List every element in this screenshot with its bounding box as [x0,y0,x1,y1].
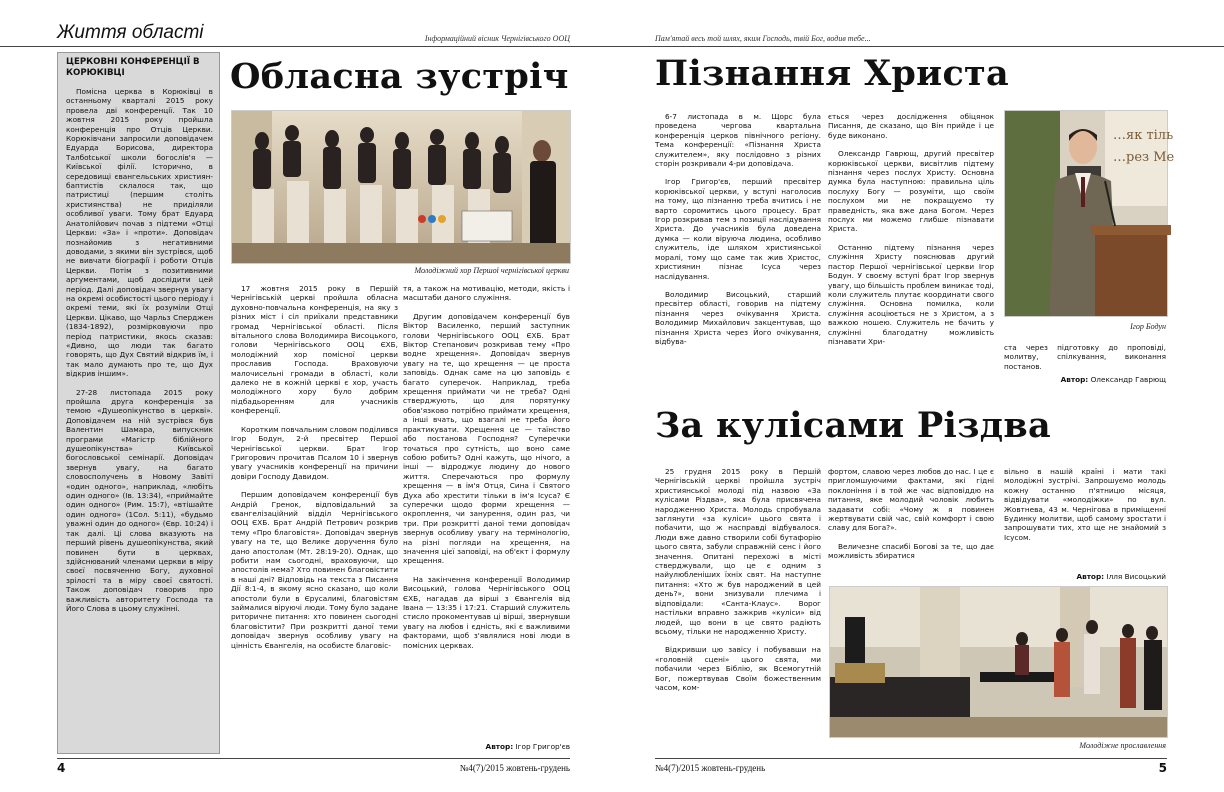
article-paragraph: тя, а також на мотивацію, методи, якість і масштаби даного служіння. [403,284,570,303]
right-page [612,0,1224,792]
photo-caption: Молодіжний хор Першої чернігівської церкви [414,266,569,275]
article-author [403,742,570,751]
page-footer [0,758,612,780]
page-number: 4 [57,761,66,775]
article-author [1004,375,1166,384]
issue-info: №4(7)/2015 жовтень-грудень [459,763,570,773]
banner-text: …рез Ме [1113,150,1175,165]
author-name: Ігор Григор'єв [515,742,570,751]
article-paragraph: Другим доповідачем конференції був Віктор Василенко, перший заступник голови Чернігівського ООЦ ЄХБ. Брат Віктор Степанович розкривав тему «Про водне хрещення». Доповідач звернув увагу на те, що хрещення — це проста заповідь. Однак саме на цю заповідь є багато суперечок. Наприклад, треба хрещення приймати чи не треба? Одні стверджують, що для порятунку обов'язково потрібно приймати хрещення, а інші вчать, що взагалі не треба його практикувати. Хрещення це — таїнство або постанова Господня? Суперечки точаться про сутність, що воно саме собою робить? Одні кажуть, що нічого, а інші — відроджує людину до нового життя. Сперечаються про формулу хрещення — в ім'я Отця, Сина і Святого Духа або хрестити тільки в ім'я Ісуса? Є суперечки щодо форми хрещення — окроплення, чи занурення, один раз, чи три. При розкритті даної теми доповідач звернув особливу увагу на термінологію, на різні погляди на хрещення, на значення цієї заповіді, на об'єкт і формулу хрещення. [403,311,570,566]
article-column-2 [403,284,570,650]
article-column-1 [231,284,398,650]
sidebar-title: ЦЕРКОВНІ КОНФЕРЕНЦІЇ В КОРЮКІВЦІ [66,57,200,78]
sidebar-paragraph: Помісна церква в Корюківці в останньому кварталі 2015 року провела дві конференції. Так 10 жовтня 2015 року пройшла конференція про Отців Церкви. Корюківчани запросили доповідачем Едуарда Борисова, директора Талбоtської школи богослів'я — Київської філії. Історично, в середовищі євангельських християн-баптистів склалося так, що патристиці (першим століть християнства) не приділяли особливої уваги. Тому брат Едуард Анатолійович почав з підтеми «Отці Церкви: «За» і «проти». Доповідач познайомив з негативними доводами, з якими він зустрівся, щоб не вивчати біографії і роботи Отців Церкви. Потім з позитивними аргументами, щоб дослідити цей період. Далі доповідач звернув увагу на окремі особистості цього періоду і окремі теми, які їх розуміли Отці Церкви. Цікаво, що Чарльз Сперджен (1834-1892), розмірковуючи про період патристики, якось сказав: «Дивно, що люди так багато говорять, що Дух Святий відкрив їм, і так мало думають про те, що Дух відкрив іншим». [66,87,213,379]
page-footer [612,758,1224,780]
article-author [1004,572,1166,581]
speaker-image [1005,111,1175,316]
section-title: Життя області [57,22,204,43]
article-column-2 [828,467,994,561]
article-paragraph: ється через дослідження обіцянок Писання, де сказано, що Він прийде і це буде виконано. [828,112,994,140]
article-paragraph: Першим доповідачем конференції був Андрій Гренок, відповідальний за євангелізаційний відділ Чернігівського ООЦ ЄХБ. Брат Андрій Петрович розкрив тему «Про благовістя». Доповідач звернув увагу на те, що Велике доручення було дано апостолам (Мт. 28:19-20). Однак, що робити нам сьогодні, враховуючи, що апостолів нема? Хто повинен благовістити в наші дні? Відповідь на текста з Писання Дії 8:1-4, в якому ясно сказано, що коли апостоли були в Єрусалимі, благовістям займалися віруючі люди. Тому було задане риторичне питання: хто повинен сьогодні благовістити? При розкритті даної теми доповідач звернув особливу увагу на цінність Євангелія, на особисте благовіс- [231,490,398,650]
header-tagline: Пам'ятай весь той шлях, яким Господь, твій Бог, водив тебе... [655,34,871,43]
sidebar-body [66,87,213,613]
choir-photo [231,110,571,264]
article-paragraph: 6-7 листопада в м. Щорс була проведена чергова квартальна конференція церков північного регіону. Тема конференції: «Пізнання Христа служителем», яку послідовно з різних сторін розкривали 4-ри доповідача. [655,112,821,169]
footer-rule [57,758,570,759]
article-column-3 [1004,343,1166,371]
author-label: Автор: [485,742,514,751]
photo-caption: Ігор Бодун [1130,322,1166,331]
article-paragraph: фортом, славою через любов до нас. І це є пригломшуючими фактами, які гідні поклоніння і в той же час відповіддю на питання, яке молодий чоловік любить задавати собі: «Чому ж я повинен жертвувати свій час, свій комфорт і свою славу для Бога?». [828,467,994,533]
speaker-photo [1004,110,1175,317]
author-name: Олександр Гаврющ [1090,375,1166,384]
worship-image [830,587,1167,737]
banner-text: …як тіль [1113,128,1174,143]
article-paragraph: Величезне спасибі Богові за те, що дає можливість збиратися [828,541,994,561]
article-paragraph: 17 жовтня 2015 року в Першій Чернігівській церкві пройшла обласна духовно-повчальна конференція, на яку з різних міст і сіл приїхали представники громад Чернігівської області. Після вітального слова Володимира Висоцького, голови Чернігівського ООЦ ЄХБ, молодіжний хор помісної церкви прославив Господа. Враховуючи малочисельні громади в області, коли далеко не в кожній церкві є хор, участь молодіжного хору було добрим підбадьоренням для учасників конференції. [231,284,398,416]
article-column-1 [655,112,821,346]
article-paragraph: Відкривши цю завісу і побувавши на «головній сцені» цього свята, ми побачили через Біблію, як Всемогутній Бог, пожертвував Своїм божественним часом, ком- [655,645,821,692]
header-tagline: Інформаційний вісник Чернігівського ООЦ [424,34,570,43]
author-label: Автор: [1060,375,1089,384]
article-column-1 [655,467,821,692]
author-name: Ілля Висоцький [1106,572,1166,581]
article-title: Пізнання Христа [655,53,1010,94]
article-title: Обласна зустріч [230,56,569,97]
article-paragraph: вільно в нашій країні і мати такі молодіжні зустрічі. Запрошуємо молодь кожну останню п'ятницю місяця, відвідувати «молодіжки» по вул. Жовтнева, 43 м. Чернігова в приміщенні Будинку молитви, щоб самому зростати і запрошувати тих, хто ще не знайомий з Ісусом. [1004,467,1166,542]
article-paragraph: Володимир Висоцький, старший пресвітер області, говорив на підтему пізнання через очікування Христа. Володимир Михайлович закцентував, що пізнання Христа через Його очікування, відбува- [655,289,821,346]
footer-rule [655,758,1167,759]
article-paragraph: Останню підтему пізнання через служіння Христу пояснював другий пастор Першої чернігівської церкви Ігор Бодун. У своєму вступі брат Ігор звернув увагу, що більшість проблем виникає тоді, коли служитель плутає координати свого служіння. Основна помилка, коли служіння асоціюється не з Христом, а з важкою ношею. Служитель не бачить у служінні благодатну можливість пізнавати Хри- [828,242,994,346]
article-paragraph: Олександр Гаврющ, другий пресвітер корюківської церкви, висвітлив підтему пізнання через послух Христу. Основна думка була наступною: правильна ціль послуху Богу — розуміти, що своїм послухом ми не покращуємо ту праведність, яка вже дана Богом. Через послух ми можемо глибше пізнавати Христа. [828,149,994,234]
choir-image [232,111,570,263]
photo-caption: Молодіжне прославлення [1079,741,1166,750]
article-column-3 [1004,467,1166,542]
worship-photo [829,586,1168,738]
article-paragraph: Ігор Григор'єв, перший пресвітер корюківської церкви, у вступі наголосив на тому, що пізнанню треба вчитись і не варто соромитись цього процесу. Брат Ігор розкривав тем з позиції наслідування Христа. До учасників була доведена думка — коли віруюча людина, особливо служитель, іде шляхом християнської моралі, тому що саме так жив Христос, християнин пізнає Ісуса через наслідування. [655,177,821,281]
article-column-2 [828,112,994,346]
article-paragraph: Коротким повчальним словом поділився Ігор Бодун, 2-й пресвітер Першої Чернігівської церкви. Брат Ігор Григорович прочитав Псалом 10 і звернув увагу учасників конференції на причини довіри Господу Давидом. [231,424,398,481]
page-number: 5 [1158,761,1167,775]
article-paragraph: ста через підготовку до проповіді, молитву, спілкування, виконання постанов. [1004,343,1166,371]
article-title: За кулісами Різдва [655,405,1051,446]
author-label: Автор: [1076,572,1105,581]
article-paragraph: 25 грудня 2015 року в Першій Чернігівській церкві пройшла зустріч християнської молоді під назвою «За кулісами Різдва», яка була присвячена народженню Христа. Молодь спробувала заглянути «за куліси» цього свята і побачити, що ж насправді відбувалося. Люди вже давно створили собі бутафорію цього свята, забули справжній сенс і його значення. Опитані перехожі в місті стверджували, що це є одним з найулюбленіших їхніх свят. На наступне питання: «Хто ж був народжений в цей день?», вони знизували плечима і відповідали: «Санта-Клаус». Ворог настільки вправно зажкрив «куліси» від людей, що вони в це свято радіють всьому, тільки не народженню Христу. [655,467,821,636]
sidebar-article [57,52,220,754]
running-header [612,20,1224,47]
issue-info: №4(7)/2015 жовтень-грудень [655,763,766,773]
running-header [0,20,612,47]
sidebar-paragraph: 27-28 листопада 2015 року пройшла друга конференція за темою «Душеопікунство в церкві». Доповідачем на ній зустрівся був Валентин Шамара, випускник програми «Магістр біблійного душеопікунства» Київської богословської семінарії. Доповідач звернув увагу, на багато словосполучень в Новому Завіті «один одного», наприклад, «любіть один одного» (Ів. 13:34), «приймайте один одного» (Рим. 15:7), «втішайте один одного» (1Сол. 5:11), «будьмо уважні один до одного» (Євр. 10:24) і так далі. Ці слова вказують на перший рівень душеопікунства, який повинен бути в церквах, здійснюваний членами церкви в міру своєї посвяченню Богу, духовної зрілості та в міру своєї святості. Також доповідач говорив про важливість авторитету Господа та Його Слова в цьому служінні. [66,387,213,613]
article-paragraph: На закінчення конференції Володимир Висоцький, голова Чернігівського ООЦ ЄХБ, нагадав да вірші з Євангелія від Івана — 13:35 і 17:21. Старший служитель стисло прокоментував ці вірші, звернувши увагу на любов і єдність, які є важливими факторами, щоб з'являлися нові люди в помісних церквах. [403,574,570,650]
